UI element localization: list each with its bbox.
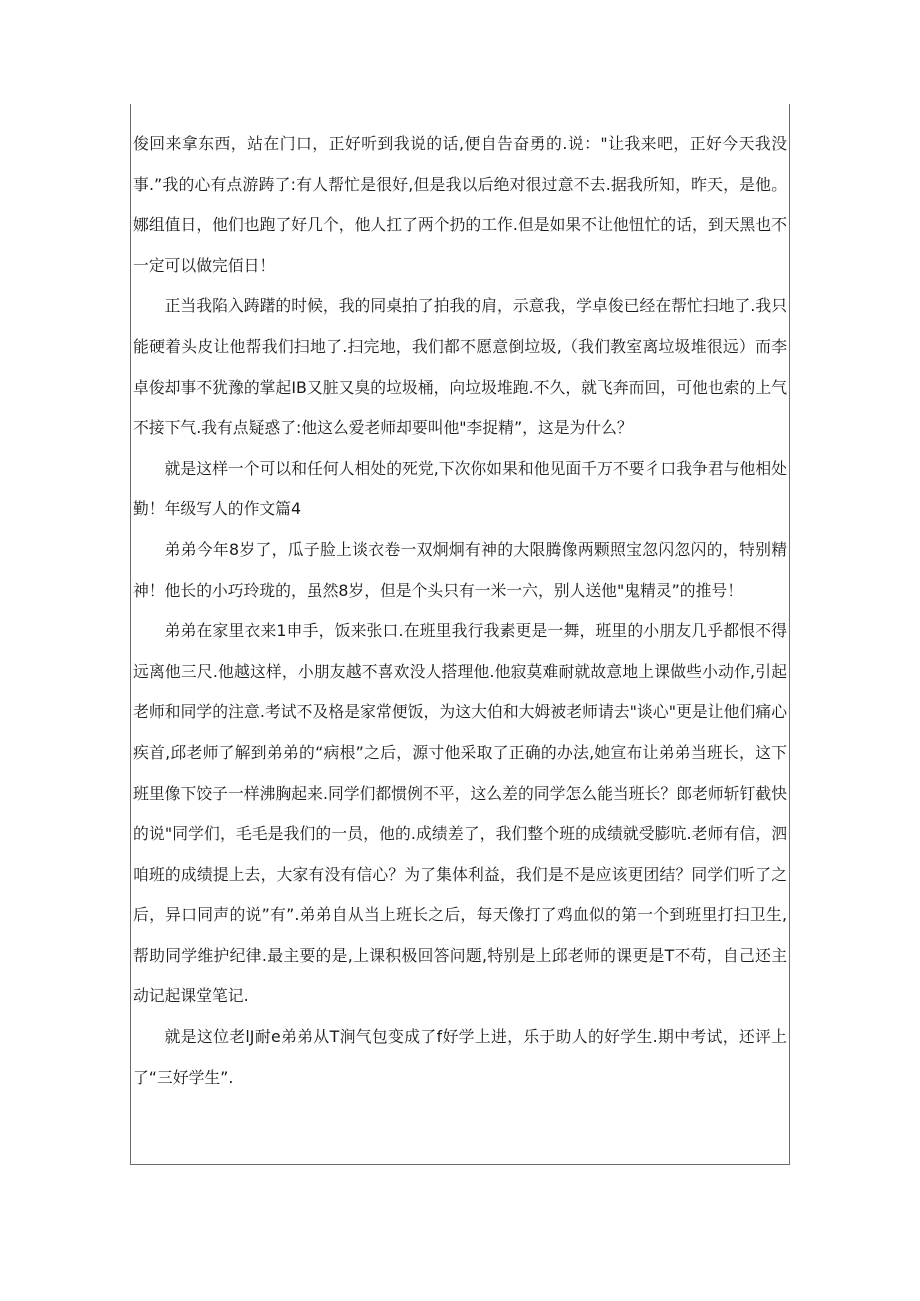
document-frame — [130, 104, 790, 1165]
document-body — [131, 124, 789, 1098]
paragraph-4: 弟弟今年8岁了，瓜子脸上谈衣卷一双炯炯有神的大限腾像两颗照宝忽闪忽闪的，特别精神！他长的小巧玲珑的，虽然8岁，但是个头只有一米一六，别人送他"鬼精灵”的推号！ — [133, 539, 787, 600]
paragraph-3: 就是这样一个可以和任何人相处的死党,下次你如果和他见面千万不要彳口我争君与他相处勤！年级写人的作文篇4 — [133, 458, 787, 519]
paragraph-6: 就是这位老lJ耐e弟弟从T涧气包变成了f好学上进，乐于助人的好学生.期中考试，还评上了“三好学生”. — [133, 1027, 787, 1087]
paragraph-1: 俊回来拿东西，站在门口，正好听到我说的话,便自告奋勇的.说："让我来吧，正好今天我没事.”我的心有点游踌了:有人帮忙是很好,但是我以后绝对很过意不去.据我所知，昨天，是他。娜组值日，他们也跑了好几个，他人扛了两个扔的工作.但是如果不让他忸忙的话，到天黑也不一定可以做完佰日！ — [133, 134, 787, 275]
paragraph-2: 正当我陷入踌躇的时候，我的同桌拍了拍我的肩，示意我，学卓俊已经在帮忙扫地了.我只能硬着头皮让他帮我们扫地了.扫完地，我们都不愿意倒垃圾,（我们教室离垃圾堆很远）而李卓俊却事不犹豫的掌起IB又脏又臭的垃圾桶，向垃圾堆跑.不久，就飞奔而回，可他也索的上气不接下气.我有点疑惑了:他这么爱老师却要叫他"李捉精”，这是为什么？ — [133, 296, 787, 438]
paragraph-5: 弟弟在家里衣来1申手，饭来张口.在班里我行我素更是一舞，班里的小朋友几乎都恨不得远离他三尺.他越这样，小朋友越不喜欢没人搭理他.他寂莫难耐就故意地上课做些小动作,引起老师和同学的注意.考试不及格是家常便饭，为这大伯和大姆被老师请去"谈心"更是让他们痛心疾首,邱老师了解到弟弟的“病根”之后，源寸他采取了正确的办法,她宣布让弟弟当班长，这下班里像下饺子一样沸胸起来.同学们都惯例不平，这么差的同学怎么能当班长？郎老师斩钉截快的说"同学们，毛毛是我们的一员，他的.成绩差了，我们整个班的成绩就受膨吭.老师有信，泗咱班的成绩提上去，大家有没有信心？为了集体利益，我们是不是应该更团结？同学们听了之后，异口同声的说”有”.弟弟自从当上班长之后，每天像打了鸡血似的第一个到班里打扫卫生,帮助同学维护纪律.最主要的是,上课积极回答问题,特别是上邱老师的课更是T不苟，自己还主动记起课堂笔记. — [133, 621, 787, 1006]
